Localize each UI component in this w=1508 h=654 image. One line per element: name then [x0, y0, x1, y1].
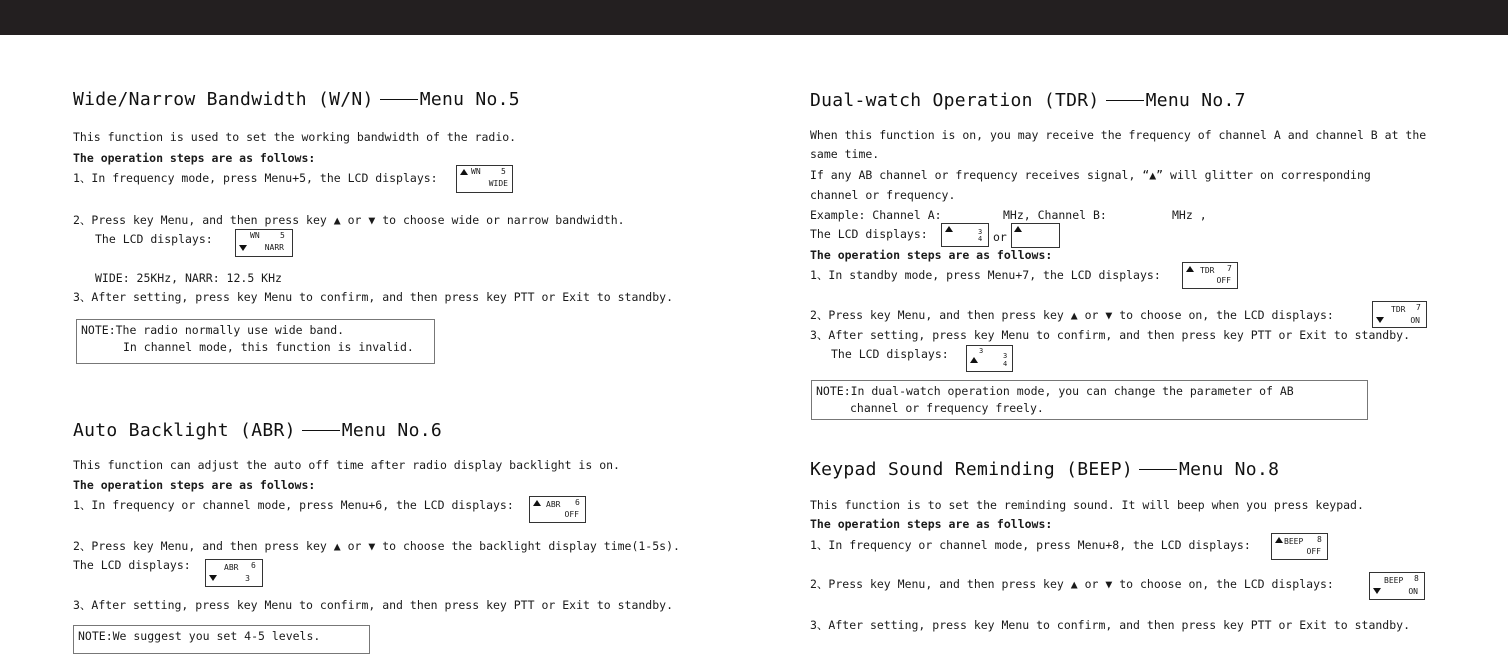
heading-text: Keypad Sound Reminding (BEEP) [810, 459, 1133, 480]
lcd-display-final [966, 345, 1013, 372]
lcd-display-abr-off [529, 496, 586, 523]
or-text: or [993, 230, 1007, 244]
section-title-abr [73, 420, 442, 441]
lcd-display-beep-off [1271, 533, 1328, 560]
step-1: 1、In frequency mode, press Menu+5, the LCD displays: [73, 171, 438, 185]
menu-number: Menu No.5 [419, 89, 520, 110]
lcd-value: 3 [245, 574, 250, 583]
lcd-display-abr-3 [205, 559, 263, 587]
lcd-label-2: The LCD displays: [831, 347, 949, 361]
lcd-value: OFF [564, 510, 579, 519]
section-title-beep [810, 459, 1279, 480]
intro-text: This function is used to set the working bandwidth of the radio. [73, 130, 517, 144]
example-channel-a: Example: Channel A: [810, 208, 942, 222]
note-box [73, 625, 370, 654]
lcd-display-wn-narr [235, 229, 293, 257]
lcd-label: The LCD displays: [95, 232, 213, 246]
lcd-number: 6 [575, 498, 580, 507]
steps-title: The operation steps are as follows: [73, 478, 316, 492]
lcd-value: ON [1408, 587, 1418, 596]
section-title-tdr [810, 90, 1246, 111]
step-3: 3、After setting, press key Menu to confirm, and then press key PTT or Exit to standby. [810, 618, 1411, 632]
intro-line-2: same time. [810, 147, 880, 161]
note-line: channel or frequency freely. [850, 401, 1044, 415]
note-line: NOTE:We suggest you set 4-5 levels. [78, 629, 321, 643]
note-line: NOTE:In dual-watch operation mode, you can change the parameter of AB [816, 384, 1294, 398]
lcd-display-example-a [941, 223, 989, 247]
step-2: 2、Press key Menu, and then press key ▲ or ▼ to choose wide or narrow bandwidth. [73, 213, 625, 227]
lcd-value: OFF [1306, 547, 1321, 556]
triangle-up-icon [970, 357, 978, 363]
lcd-label: TDR [1200, 266, 1215, 275]
steps-title: The operation steps are as follows: [810, 248, 1053, 262]
triangle-up-icon [945, 226, 953, 232]
triangle-up-icon [1186, 266, 1194, 272]
step-2: 2、Press key Menu, and then press key ▲ or ▼ to choose on, the LCD displays: [810, 308, 1334, 322]
lcd-number: 8 [1414, 574, 1419, 583]
triangle-down-icon [209, 575, 217, 581]
lcd-value: OFF [1216, 276, 1231, 285]
top-banner [0, 0, 1508, 35]
note-box [76, 319, 435, 364]
lcd-number: 5 [280, 231, 285, 240]
step-2: 2、Press key Menu, and then press key ▲ or ▼ to choose on, the LCD displays: [810, 577, 1334, 591]
lcd-value: WIDE [488, 179, 508, 188]
triangle-up-icon [1275, 537, 1283, 543]
menu-number: Menu No.6 [341, 420, 442, 441]
lcd-small-digit: 3 [978, 228, 983, 236]
lcd-display-tdr-on [1372, 301, 1427, 328]
lcd-small-digit: 4 [1003, 360, 1008, 368]
heading-text: Dual-watch Operation (TDR) [810, 90, 1100, 111]
lcd-display-tdr-off [1182, 262, 1238, 289]
intro-text: This function is to set the reminding sound. It will beep when you press keypad. [810, 498, 1364, 512]
triangle-down-icon [239, 245, 247, 251]
lcd-display-wn-wide [456, 165, 513, 193]
bandwidth-values: WIDE: 25KHz, NARR: 12.5 KHz [95, 271, 282, 285]
note-box [811, 380, 1368, 420]
lcd-display-beep-on [1369, 572, 1425, 600]
signal-line-2: channel or frequency. [810, 188, 956, 202]
triangle-up-icon [1014, 226, 1022, 232]
lcd-label: WN [471, 167, 481, 176]
example-mhz-2: MHz , [1172, 208, 1207, 222]
lcd-label: TDR [1391, 305, 1406, 314]
lcd-label: BEEP [1384, 576, 1404, 585]
lcd-number: 6 [251, 561, 256, 570]
step-3: 3、After setting, press key Menu to confirm, and then press key PTT or Exit to standby. [810, 328, 1411, 342]
lcd-label: The LCD displays: [810, 227, 928, 241]
intro-text: This function can adjust the auto off time after radio display backlight is on. [73, 458, 620, 472]
example-mhz-1: MHz, Channel B: [1003, 208, 1107, 222]
lcd-small-digit: 3 [1003, 352, 1008, 360]
steps-title: The operation steps are as follows: [810, 517, 1053, 531]
lcd-label: The LCD displays: [73, 558, 191, 572]
lcd-label: ABR [224, 563, 239, 572]
lcd-top-digit: 3 [979, 347, 984, 355]
note-line: In channel mode, this function is invalid. [123, 340, 414, 354]
step-2: 2、Press key Menu, and then press key ▲ or ▼ to choose the backlight display time(1-5s). [73, 539, 680, 553]
lcd-label: ABR [546, 500, 561, 509]
menu-number: Menu No.7 [1145, 90, 1246, 111]
note-line: NOTE:The radio normally use wide band. [81, 323, 345, 337]
lcd-display-example-b [1011, 223, 1060, 248]
triangle-up-icon [460, 169, 468, 175]
lcd-value: ON [1410, 316, 1420, 325]
lcd-label: WN [250, 231, 260, 240]
step-1: 1、In frequency or channel mode, press Menu+6, the LCD displays: [73, 498, 514, 512]
step-3: 3、After setting, press key Menu to confirm, and then press key PTT or Exit to standby. [73, 290, 674, 304]
lcd-label: BEEP [1284, 537, 1304, 546]
step-3: 3、After setting, press key Menu to confirm, and then press key PTT or Exit to standby. [73, 598, 674, 612]
section-title-wn [73, 89, 520, 110]
step-1: 1、In standby mode, press Menu+7, the LCD displays: [810, 268, 1161, 282]
triangle-up-icon [533, 500, 541, 506]
lcd-value: NARR [264, 243, 284, 252]
menu-number: Menu No.8 [1178, 459, 1280, 480]
step-1: 1、In frequency or channel mode, press Menu+8, the LCD displays: [810, 538, 1251, 552]
lcd-number: 7 [1227, 264, 1232, 273]
lcd-number: 5 [501, 167, 506, 176]
triangle-down-icon [1373, 588, 1381, 594]
heading-text: Wide/Narrow Bandwidth (W/N) [73, 89, 374, 110]
intro-line-1: When this function is on, you may receive the frequency of channel A and channel B at the [810, 128, 1427, 142]
lcd-number: 7 [1416, 303, 1421, 312]
steps-title: The operation steps are as follows: [73, 151, 316, 165]
triangle-down-icon [1376, 317, 1384, 323]
lcd-small-digit: 4 [978, 235, 983, 243]
heading-text: Auto Backlight (ABR) [73, 420, 296, 441]
lcd-number: 8 [1317, 535, 1322, 544]
signal-line-1: If any AB channel or frequency receives signal, “▲” will glitter on corresponding [810, 168, 1371, 182]
